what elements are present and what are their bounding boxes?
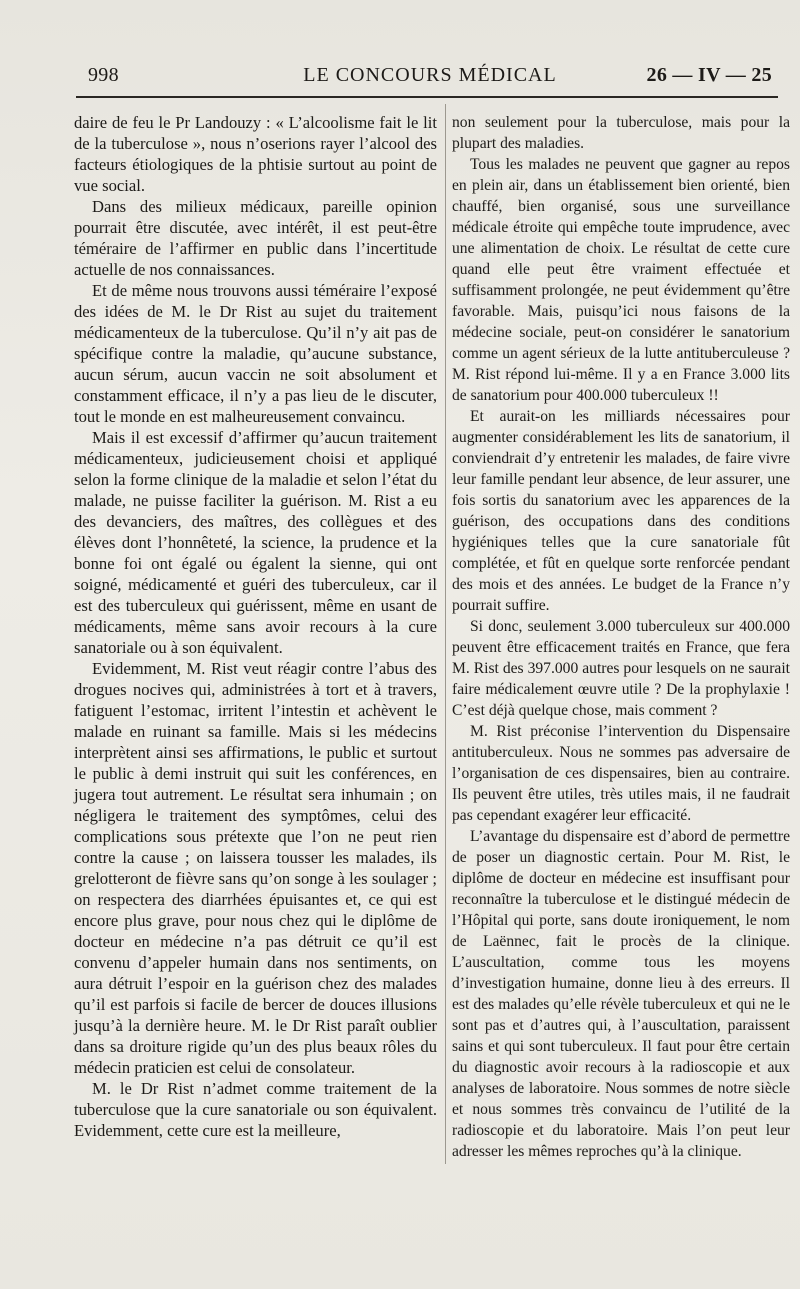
journal-title: LE CONCOURS MÉDICAL — [303, 64, 557, 86]
paragraph: Dans des milieux médicaux, pareille opinion pourrait être discutée, avec intérêt, il est peut-être téméraire de l’affirmer en public dans l’incertitude actuelle de nos connaissances. — [74, 197, 437, 279]
right-column — [452, 112, 790, 1162]
paragraph: non seulement pour la tuberculose, mais pour la plupart des maladies. — [452, 114, 790, 152]
paragraph: daire de feu le Pr Landouzy : « L’alcoolisme fait le lit de la tuberculose », nous n’oserions rayer l’alcool des facteurs étiologiques de la phtisie surtout au point de vue social. — [74, 113, 437, 195]
paragraph: Evidemment, M. Rist veut réagir contre l’abus des drogues nocives qui, administrées à tort et à travers, fatiguent l’estomac, irritent l’intestin et achèvent le malade en ruinant sa famille. Mais si les médecins interprètent ainsi ses affirmations, le public et surtout le public à demi instruit qui suit les conférences, en jugera tout autrement. Le résultat sera inhumain ; on négligera le traitement des symptômes, celui des complications sous prétexte que l’on ne peut rien contre la cause ; on laissera tousser les malades, ils grelotteront de fièvre sans qu’on songe à les soulager ; on respectera des diarrhées épuisantes et, ce qui est encore plus grave, pour nous chez qui le diplôme de docteur en médecine n’a pas détruit ce qu’il est convenu d’appeler humain dans nos sentiments, on aura détruit l’espoir en la guérison chez des malades qu’il est parfois si facile de bercer de douces illusions jusqu’à la dernière heure. M. le Dr Rist paraît oublier dans sa droiture rigide qu’un des plus beaux rôles du médecin praticien est celui de consolateur. — [74, 659, 437, 1077]
paragraph: Et de même nous trouvons aussi téméraire l’exposé des idées de M. le Dr Rist au sujet du traitement médicamenteux de la tuberculose. Qu’il n’y ait pas de spécifique contre la maladie, qu’aucune substance, aucun sérum, aucun vaccin ne soit absolument et constamment efficace, il n’y a pas lieu de le discuter, tout le monde en est malheureusement convaincu. — [74, 281, 437, 426]
paragraph: Tous les malades ne peuvent que gagner au repos en plein air, dans un établissement bien orienté, bien chauffé, bien organisé, sous une surveillance médicale étroite qui empêche toute imprudence, avec une alimentation de choix. Le résultat de cette cure quand elle peut être vraiment effectuée et suffisamment prolongée, ne peut évidemment qu’être favorable. Mais, puisqu’ici nous faisons de la médecine sociale, peut-on considérer le sanatorium comme un agent sérieux de la lutte antituberculeuse ? M. Rist répond lui-même. Il y a en France 3.000 lits de sanatorium pour 400.000 tuberculeux !! — [452, 156, 790, 404]
issue-date: 26 — IV — 25 — [646, 64, 772, 86]
paragraph: Mais il est excessif d’affirmer qu’aucun traitement médicamenteux, judicieusement choisi et appliqué selon la forme clinique de la maladie et selon l’état du malade, ne puisse faciliter la guérison. M. Rist a eu des devanciers, des maîtres, des collègues et des élèves dont l’honnêteté, la science, la prudence et la bonne foi ont égalé ou égalent la sienne, qui ont soigné, médicamenté et guéri des tuberculeux, car il est des tuberculeux qui guérissent, même en usant de médicaments, même sans avoir recours à la cure sanatoriale ou à son équivalent. — [74, 428, 437, 657]
page-number: 998 — [88, 64, 119, 86]
page-header — [88, 64, 772, 94]
paragraph: L’avantage du dispensaire est d’abord de permettre de poser un diagnostic certain. Pour M. Rist, le diplôme de docteur en médecine est insuffisant pour reconnaître la tuberculose et le distingué médecin de l’Hôpital qui porte, sans doute ironiquement, le nom de Laënnec, fait le procès de la clinique. L’auscultation, comme tous les moyens d’investigation humaine, donne lieu à des erreurs. Il est des malades qu’elle révèle tuberculeux et qui ne le sont pas et d’autres qui, à l’auscultation, paraissent sains et qui sont tuberculeux. Il faut pour être certain du diagnostic avoir recours à la radioscopie et aux analyses de laboratoire. Nous sommes de notre siècle et nous sommes très convaincu de l’utilité de la radioscopie et du laboratoire. Mais l’on peut leur adresser les mêmes reproches qu’à la clinique. — [452, 828, 790, 1160]
paragraph: Et aurait-on les milliards nécessaires pour augmenter considérablement les lits de sanatorium, il conviendrait d’y entretenir les malades, de faire vivre leur famille pendant leur absence, de leur assurer, une fois sortis du sanatorium avec les apparences de la guérison, des occupations dans des conditions hygiéniques telles que la cure sanatoriale fût complétée, et fût en quelque sorte renforcée pendant des mois et des années. Le budget de la France n’y pourrait suffire. — [452, 408, 790, 614]
paragraph: Si donc, seulement 3.000 tuberculeux sur 400.000 peuvent être efficacement traités en France, que fera M. Rist des 397.000 autres pour lesquels on ne saurait faire médicalement œuvre utile ? De la prophylaxie ! C’est déjà quelque chose, mais comment ? — [452, 618, 790, 719]
column-divider — [445, 104, 446, 1164]
paragraph: M. le Dr Rist n’admet comme traitement de la tuberculose que la cure sanatoriale ou son équivalent. Evidemment, cette cure est la meilleure, — [74, 1079, 437, 1140]
left-column — [74, 112, 437, 1141]
header-rule — [76, 96, 778, 98]
paragraph: M. Rist préconise l’intervention du Dispensaire antituberculeux. Nous ne sommes pas adversaire de l’organisation de ces dispensaires, bien au contraire. Ils peuvent être utiles, très utiles mais, il ne faudrait pas cependant exagérer leur efficacité. — [452, 723, 790, 824]
